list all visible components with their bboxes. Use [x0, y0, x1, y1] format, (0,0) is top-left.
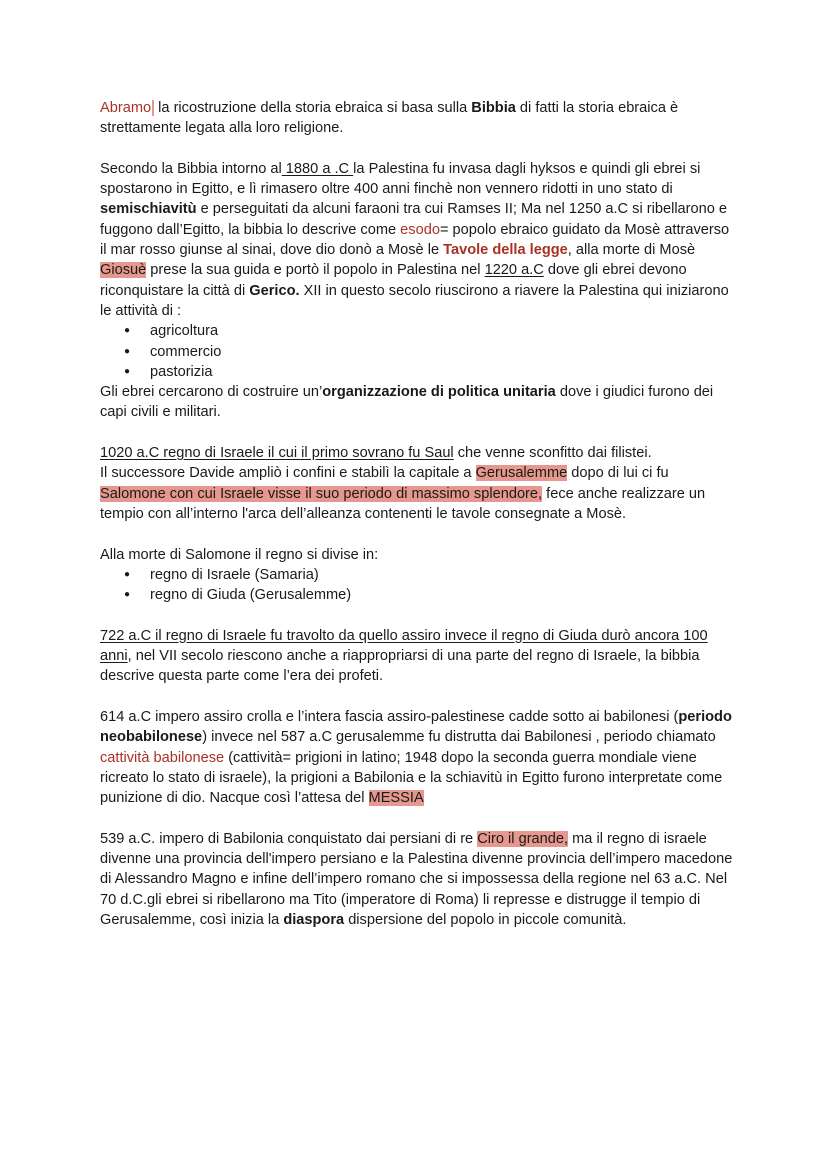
term-esodo: esodo — [400, 221, 440, 238]
activities-list — [100, 321, 735, 382]
date-1020: 1020 a.C regno di Israele il cui il primo sovrano fu Saul — [100, 445, 454, 462]
highlight-gerusalemme: Gerusalemme — [475, 465, 568, 482]
highlight-giosue: Giosuè — [100, 262, 147, 279]
paragraph-persia: 539 a.C. impero di Babilonia conquistato dai persiani di re Ciro il grande, ma il regno di israele divenne una provincia dell'impero persiano e la Palestina divenne provincia dell’impero macedone di Alessandro Magno e infine dell’impero romano che si impossessa della regione nel 63 a.C. Nel 70 d.C.gli ebrei si ribellarono ma Tito (imperatore di Roma) li represse e distrugge il tempio di Gerusalemme, così inizia la diaspora dispersione del popolo in piccole comunità. — [100, 830, 733, 928]
document-body — [100, 98, 735, 930]
list-item: ● regno di Giuda (Gerusalemme) — [100, 585, 735, 605]
list-item: ● regno di Israele (Samaria) — [100, 565, 735, 585]
highlight-salomone: Salomone con cui Israele visse il suo periodo di massimo splendore, — [100, 485, 543, 502]
term-cattivita: cattività babilonese — [100, 749, 225, 766]
paragraph-organization: Gli ebrei cercarono di costruire un’organizzazione di politica unitaria dove i giudici furono dei capi civili e militari. — [100, 384, 714, 421]
kingdoms-list — [100, 565, 735, 606]
list-item: ● pastorizia — [100, 362, 735, 382]
paragraph-babylon: 614 a.C impero assiro crolla e l’intera fascia assiro-palestinese cadde sotto ai babilonesi (periodo neobabilonese) invece nel 587 a.C gerusalemme fu distrutta dai Babilonesi , periodo chiamato cattività babilonese (cattività= prigioni in latino; 1948 dopo la seconda guerra mondiale viene ricreato lo stato di israele), la prigioni a Babilonia e la schiavitù in Egitto furono interpretate come punizione di dio. Nacque così l’attesa del MESSIA — [100, 708, 732, 807]
highlight-ciro: Ciro il grande, — [477, 830, 569, 847]
paragraph-division: Alla morte di Salomone il regno si divise in: — [100, 546, 379, 563]
list-item: ● agricoltura — [100, 321, 735, 341]
paragraph-kingdom: 1020 a.C regno di Israele il cui il primo sovrano fu Saul che venne sconfitto dai filistei. Il successore Davide ampliò i confini e stabilì la capitale a Gerusalemme dopo di lui ci fu Salomone con cui Israele visse il suo periodo di massimo splendore, fece anche realizzare un tempio con all’interno l'arca dell’alleanza contenenti le tavole consegnate a Mosè. — [100, 445, 706, 522]
paragraph-intro: Abramo la ricostruzione della storia ebraica si basa sulla Bibbia di fatti la storia ebraica è strettamente legata alla loro religione. — [100, 100, 679, 137]
date-722: 722 a.C il regno di Israele fu travolto da quello assiro invece il regno di Giuda durò ancora 100 anni — [100, 627, 708, 665]
highlight-messia: MESSIA — [368, 790, 424, 807]
list-item: ● commercio — [100, 342, 735, 362]
date-1880: 1880 a .C — [281, 160, 354, 177]
paragraph-egypt: Secondo la Bibbia intorno al 1880 a .C la Palestina fu invasa dagli hyksos e quindi gli ebrei si spostarono in Egitto, e lì rimasero oltre 400 anni finchè non vennero ridotti in uno stato di semischiavitù e perseguitati da alcuni faraoni tra cui Ramses II; Ma nel 1250 a.C si ribellarono e fuggono dall’Egitto, la bibbia lo descrive come esodo= popolo ebraico guidato da Mosè attraverso il mar rosso giunse al sinai, dove dio donò a Mosè le Tavole della legge, alla morte di Mosè Giosuè prese la sua guida e portò il popolo in Palestina nel 1220 a.C dove gli ebrei devono riconquistare la città di Gerico. XII in questo secolo riuscirono a riavere la Palestina qui iniziarono le attività di : — [100, 160, 730, 319]
term-abramo: Abramo — [100, 100, 152, 116]
paragraph-assyria: 722 a.C il regno di Israele fu travolto da quello assiro invece il regno di Giuda durò ancora 100 anni, nel VII secolo riescono anche a riappropriarsi di una parte del regno di Israele, la bibbia descrive questa parte come l’era dei profeti. — [100, 627, 708, 685]
term-tavole-legge: Tavole della legge — [443, 242, 568, 259]
date-1220: 1220 a.C — [484, 262, 544, 279]
